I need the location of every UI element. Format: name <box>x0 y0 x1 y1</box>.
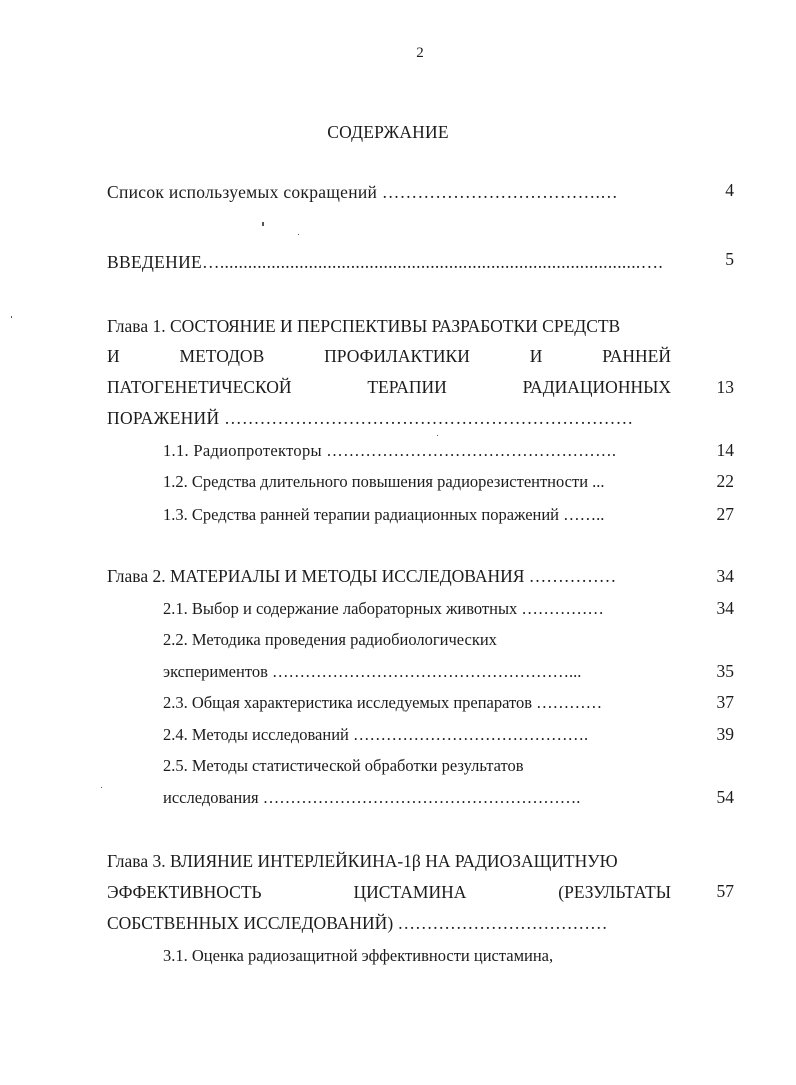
toc-section-3-1: 3.1. Оценка радиозащитной эффективности цистамина, <box>163 946 554 965</box>
toc-section-1-2: 1.2. Средства длительного повышения радиорезистентности ... <box>163 472 605 491</box>
toc-section-2-2-line-1: 2.2. Методика проведения радиобиологических <box>163 630 497 649</box>
toc-section-2-3: 2.3. Общая характеристика исследуемых препаратов ………… <box>163 693 603 712</box>
scan-speck <box>298 234 299 235</box>
scan-speck <box>11 316 12 318</box>
scan-speck <box>101 787 102 788</box>
toc-section-2-5-line-1: 2.5. Методы статистической обработки результатов <box>163 756 524 775</box>
toc-page-section-2-1: 34 <box>716 598 734 618</box>
toc-page-section-2-2: 35 <box>716 661 734 681</box>
toc-page-section-2-5: 54 <box>716 787 734 807</box>
toc-chapter-1-line-2: И МЕТОДОВ ПРОФИЛАКТИКИ И РАННЕЙ <box>107 346 671 366</box>
toc-page-chapter-2: 34 <box>716 566 734 586</box>
toc-chapter-1-line-3: ПАТОГЕНЕТИЧЕСКОЙ ТЕРАПИИ РАДИАЦИОННЫХ <box>107 377 671 397</box>
toc-section-1-3: 1.3. Средства ранней терапии радиационных поражений …….. <box>163 505 605 524</box>
toc-chapter-3-line-3: СОБСТВЕННЫХ ИССЛЕДОВАНИЙ) ……………………………… <box>107 913 608 933</box>
toc-entry-introduction: ВВЕДЕНИЕ…..........................................................................................…. <box>107 252 664 272</box>
toc-page-introduction: 5 <box>725 249 734 269</box>
toc-section-1-1: 1.1. Радиопротекторы ……………………………………………. <box>163 441 617 460</box>
toc-page-chapter-1: 13 <box>716 377 734 397</box>
toc-section-2-1: 2.1. Выбор и содержание лабораторных животных …………… <box>163 599 604 618</box>
toc-page-section-1-3: 27 <box>716 504 734 524</box>
toc-section-2-4: 2.4. Методы исследований ……………………………………. <box>163 725 589 744</box>
page-title: СОДЕРЖАНИЕ <box>327 122 449 142</box>
toc-page-section-1-1: 14 <box>716 440 734 460</box>
toc-page-section-2-4: 39 <box>716 724 734 744</box>
toc-page-section-2-3: 37 <box>716 692 734 712</box>
toc-chapter-3-line-1: Глава 3. ВЛИЯНИЕ ИНТЕРЛЕЙКИНА-1β НА РАДИОЗАЩИТНУЮ <box>107 851 618 871</box>
toc-chapter-1-line-4: ПОРАЖЕНИЙ …………………………………………………………… <box>107 408 634 428</box>
toc-section-2-5-line-2: исследования …………………………………………………. <box>163 788 581 807</box>
toc-page-abbreviations: 4 <box>725 180 734 200</box>
toc-page-section-1-2: 22 <box>716 471 734 491</box>
scan-speck <box>262 222 264 226</box>
scan-speck <box>437 435 438 436</box>
toc-entry-abbreviations: Список используемых сокращений ……………………………….… <box>107 182 618 202</box>
page-number: 2 <box>416 45 424 61</box>
toc-chapter-2: Глава 2. МАТЕРИАЛЫ И МЕТОДЫ ИССЛЕДОВАНИЯ …………… <box>107 566 617 586</box>
toc-chapter-3-line-2: ЭФФЕКТИВНОСТЬ ЦИСТАМИНА (РЕЗУЛЬТАТЫ <box>107 882 671 902</box>
toc-page-chapter-3: 57 <box>716 881 734 901</box>
toc-section-2-2-line-2: экспериментов ………………………………………………... <box>163 662 582 681</box>
toc-chapter-1-line-1: Глава 1. СОСТОЯНИЕ И ПЕРСПЕКТИВЫ РАЗРАБОТКИ СРЕДСТВ <box>107 316 621 336</box>
